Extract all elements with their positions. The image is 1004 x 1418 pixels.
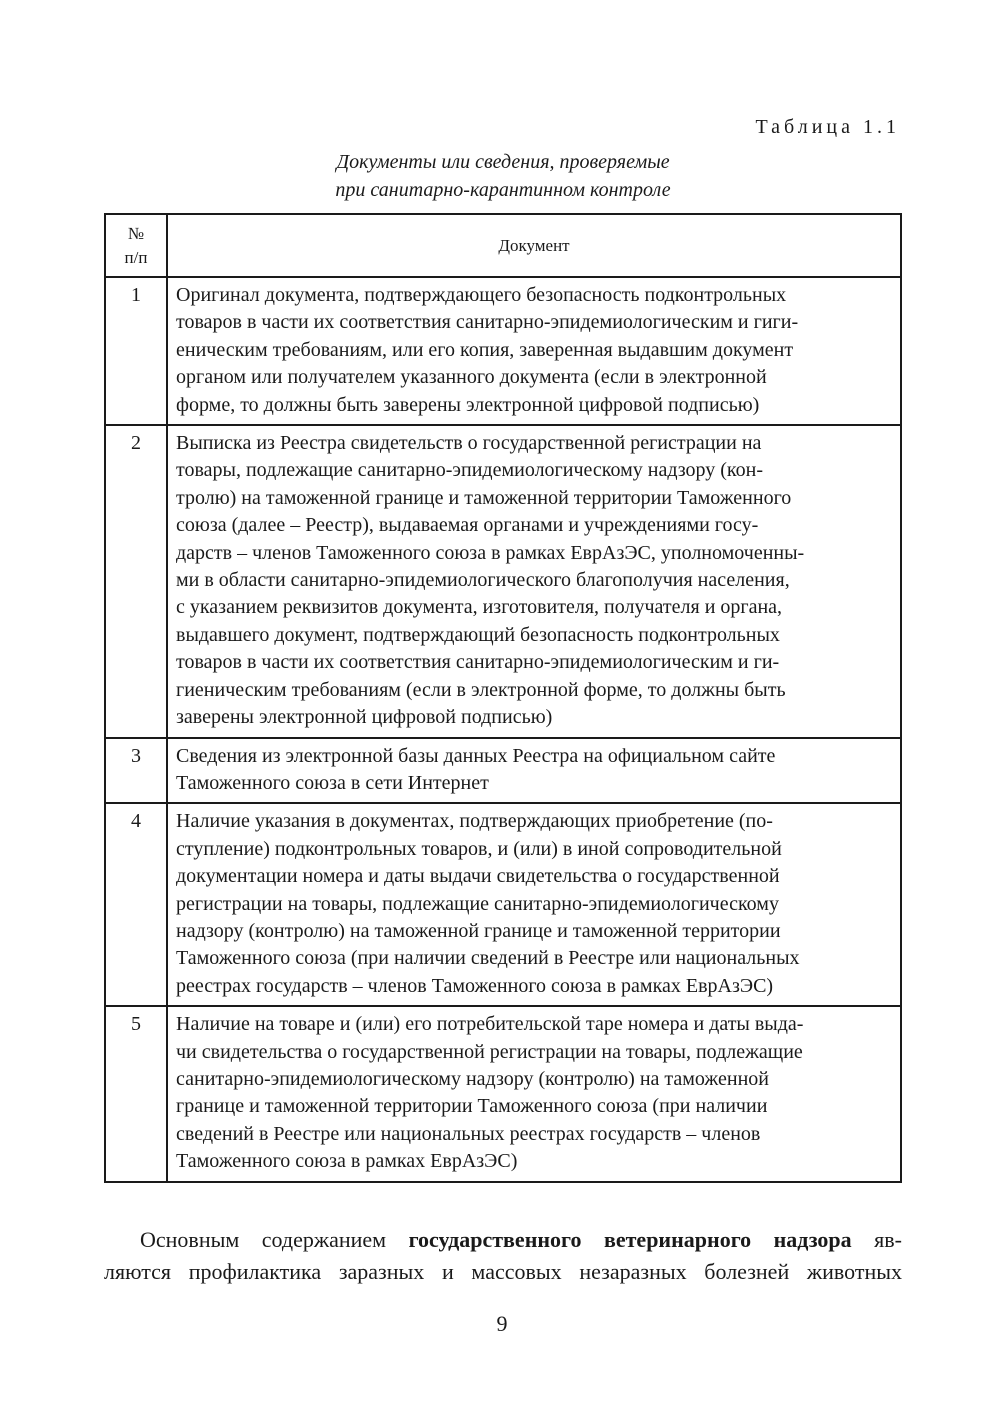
document-text-line: сведений в Реестре или национальных реестрах государств – членов <box>176 1122 761 1145</box>
document-text-line: товаров в части их соответствия санитарно-эпидемиологическим и гиги- <box>176 311 799 334</box>
document-text-line: ступление) подконтрольных товаров, и (или) в иной сопроводительной <box>176 837 782 860</box>
table-row <box>105 738 901 804</box>
document-text-line: Оригинал документа, подтверждающего безопасность подконтрольных <box>176 284 787 306</box>
document-text-line: товаров в части их соответствия санитарно-эпидемиологическим и ги- <box>176 651 780 674</box>
row-number: 3 <box>105 738 167 804</box>
row-number: 4 <box>105 803 167 1006</box>
row-document-text <box>167 277 901 425</box>
header-number <box>105 214 167 277</box>
document-text-line: товары, подлежащие санитарно-эпидемиологическому надзору (кон- <box>176 459 763 482</box>
header-document: Документ <box>167 214 901 277</box>
table-row <box>105 803 901 1006</box>
body-text-bold: государственного ветеринарного надзора <box>408 1227 852 1252</box>
table-row <box>105 425 901 737</box>
header-number-symbol: № <box>127 223 145 243</box>
page-number: 9 <box>496 1311 508 1336</box>
document-text-line: органом или получателем указанного документа (если в электронной <box>176 366 767 389</box>
document-text-line: дарств – членов Таможенного союза в рамках ЕврАзЭС, уполномоченны- <box>176 541 805 564</box>
row-document-text <box>167 738 901 804</box>
document-text-line: с указанием реквизитов документа, изготовителя, получателя и органа, <box>176 596 783 619</box>
table-caption <box>104 148 902 204</box>
document-text-line: Таможенного союза в сети Интернет <box>176 771 489 794</box>
document-text-line: регистрации на товары, подлежащие санитарно-эпидемиологическому <box>176 892 779 915</box>
row-document-text <box>167 1006 901 1181</box>
header-number-abbrev: п/п <box>124 247 148 267</box>
body-paragraph <box>104 1224 902 1288</box>
document-text-line: Наличие указания в документах, подтверждающих приобретение (по- <box>176 810 773 833</box>
document-text-line: Наличие на товаре и (или) его потребительской таре номера и даты выда- <box>176 1013 804 1036</box>
document-text-line: тролю) на таможенной границе и таможенной территории Таможенного <box>176 486 792 509</box>
document-text-line: форме, то должны быть заверены электронной цифровой подписью) <box>176 393 760 416</box>
document-text-line: заверены электронной цифровой подписью) <box>176 706 553 729</box>
table-body <box>105 277 901 1182</box>
document-text-line: Выписка из Реестра свидетельств о государственной регистрации на <box>176 432 762 455</box>
row-document-text <box>167 803 901 1006</box>
row-document-text <box>167 425 901 737</box>
document-text-line: Сведения из электронной базы данных Реестра на официальном сайте <box>176 744 776 767</box>
table-row <box>105 277 901 425</box>
document-text-line: гиеническим требованиям (если в электронной форме, то должны быть <box>176 678 786 701</box>
row-number: 5 <box>105 1006 167 1181</box>
table-row <box>105 1006 901 1181</box>
document-text-line: еническим требованиям, или его копия, заверенная выдавшим документ <box>176 338 794 361</box>
table-header-row <box>105 214 901 277</box>
body-line-1 <box>104 1224 902 1256</box>
documents-table <box>104 213 902 1183</box>
caption-line-2: при санитарно-карантинном контроле <box>335 179 671 201</box>
document-text-line: надзору (контролю) на таможенной границе и таможенной территории <box>176 919 781 942</box>
row-number: 2 <box>105 425 167 737</box>
document-text-line: Таможенного союза (при наличии сведений в Реестре или национальных <box>176 947 800 970</box>
document-text-line: выдавшего документ, подтверждающий безопасность подконтрольных <box>176 623 780 646</box>
document-text-line: ми в области санитарно-эпидемиологического благополучия населения, <box>176 569 790 592</box>
document-text-line: документации номера и даты выдачи свидетельства о государственной <box>176 865 780 888</box>
body-text-regular: Основным содержанием <box>140 1227 409 1252</box>
document-text-line: санитарно-эпидемиологическому надзору (контролю) на таможенной <box>176 1067 769 1090</box>
caption-line-1: Документы или сведения, проверяемые <box>336 151 670 173</box>
row-number: 1 <box>105 277 167 425</box>
document-text-line: границе и таможенной территории Таможенного союза (при наличии <box>176 1095 768 1118</box>
body-text-end: яв- <box>851 1227 902 1252</box>
body-line-2: ляются профилактика заразных и массовых незаразных болезней животных <box>104 1259 902 1284</box>
document-text-line: союза (далее – Реестр), выдаваемая органами и учреждениями госу- <box>176 514 759 537</box>
document-text-line: реестрах государств – членов Таможенного союза в рамках ЕврАзЭС) <box>176 974 774 997</box>
table-label: Таблица 1.1 <box>755 116 900 138</box>
document-text-line: Таможенного союза в рамках ЕврАзЭС) <box>176 1150 518 1173</box>
document-text-line: чи свидетельства о государственной регистрации на товары, подлежащие <box>176 1040 803 1063</box>
